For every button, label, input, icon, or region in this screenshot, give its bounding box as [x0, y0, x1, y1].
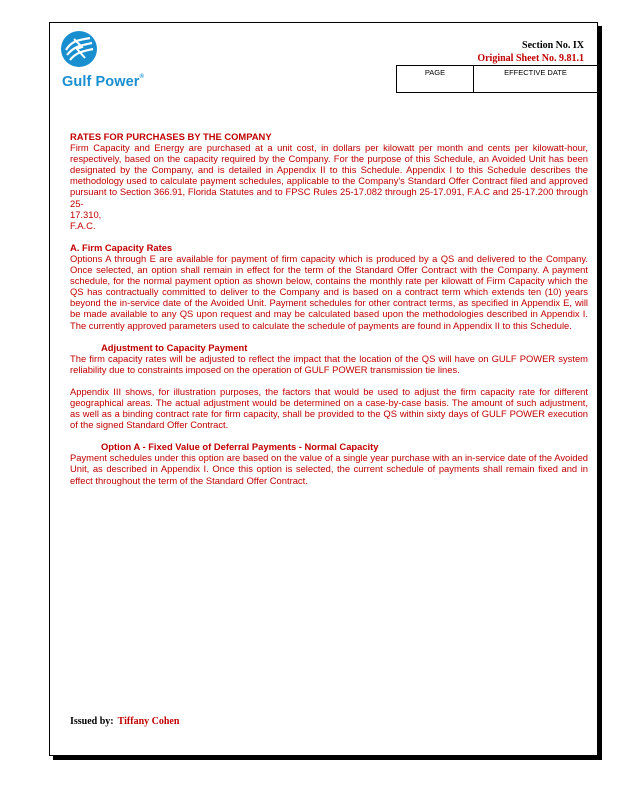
section-a-heading: A. Firm Capacity Rates [70, 241, 173, 253]
document-title: RATES FOR PURCHASES BY THE COMPANY [70, 131, 272, 142]
issued-by-line [70, 716, 179, 727]
intro-paragraph [70, 142, 588, 231]
issuer-name: Tiffany Cohen [117, 716, 180, 727]
adjustment-heading: Adjustment to Capacity Payment [101, 341, 248, 353]
option-a-paragraph: Payment schedules under this option are based on the value of a single year purchase with an in-service date of the Avoided Unit, as described in Appendix I. Once this option is selected, the current schedule of payments shall remain fixed and in effect throughout the term of the Standard Offer Contract. [70, 452, 588, 486]
company-logo [60, 30, 200, 92]
page-shadow-right [598, 26, 602, 760]
adjustment-paragraph-1: The firm capacity rates will be adjusted to reflect the impact that the location of the QS will have on GULF POWER system reliability due to constraints imposed on the operation of GULF POWER transmission tie lines. [70, 352, 588, 375]
logo-wordmark: Gulf Power® [62, 74, 145, 90]
gulf-power-logo-icon [60, 30, 98, 68]
page-shadow-bottom [53, 756, 602, 760]
page-column-header: PAGE [397, 66, 474, 93]
issued-by-label: Issued by: [70, 716, 114, 727]
effective-date-column-header: EFFECTIVE DATE [473, 66, 597, 93]
original-sheet-number: Original Sheet No. 9.81.1 [477, 53, 584, 64]
document-body [70, 131, 588, 486]
section-a-paragraph: Options A through E are available for payment of firm capacity which is produced by a QS and delivered to the Company. Once selected, an option shall remain in effect for the term of the Standard Offer Contract with the Company. A payment schedule, for the normal payment option as shown below, contains the monthly rate per kilowatt of Firm Capacity which the QS has contractually committed to deliver to the Company and is based on a contract term which extends ten (10) years beyond the in-service date of the Avoided Unit. Payment schedules for other contract terms, as specified in Appendix E, will be made available to any QS upon request and may be calculated based upon the methodologies described in Appendix I. The currently approved parameters used to calculate the schedule of payments are found in Appendix II to this Schedule. [70, 252, 588, 331]
intro-text: Firm Capacity and Energy are purchased at a unit cost, in dollars per kilowatt per month and cents per kilowatt-hour, respectively, based on the capacity required by the Company. For the purpose of this Schedule, an Avoided Unit has been designated by the Company, and is detailed in Appendix II to this Schedule. Appendix I to this Schedule describes the methodology used to calculate payment schedules, applicable to the Company's Standard Offer Contract filed and approved pursuant to Section 366.91, Florida Statutes and to FPSC Rules 25-17.082 through 25-17.091, F.A.C and 25-17.200 through 25- [70, 142, 588, 209]
intro-text-continued: 17.310, [70, 208, 102, 220]
page-info-table [396, 65, 598, 93]
section-number: Section No. IX [522, 40, 584, 51]
option-a-heading: Option A - Fixed Value of Deferral Payments - Normal Capacity [101, 441, 379, 453]
intro-text-end: F.A.C. [70, 219, 96, 231]
adjustment-paragraph-2: Appendix III shows, for illustration purposes, the factors that would be used to adjust the firm capacity rate for different geographical areas. The actual adjustment would be determined on a case-by-case basis. The amount of such adjustment, as well as a binding contract rate for firm capacity, shall be provided to the QS within sixty days of GULF POWER execution of the signed Standard Offer Contract. [70, 385, 588, 431]
